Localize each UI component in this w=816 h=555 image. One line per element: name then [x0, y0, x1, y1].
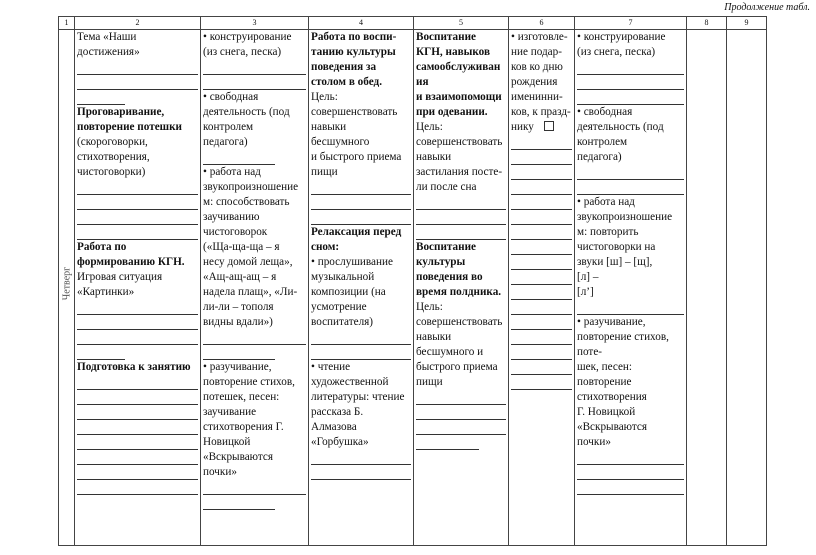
blank-line	[77, 315, 198, 330]
blank-line	[511, 195, 572, 210]
text-line: воспитателя)	[311, 316, 374, 328]
blank-line	[416, 210, 506, 225]
blank-line	[77, 300, 198, 315]
bullet-item: • свободная	[203, 90, 306, 105]
blank-line	[511, 210, 572, 225]
section-heading: поведения за	[311, 61, 377, 73]
blank-line	[203, 150, 275, 165]
section-heading: время полдника.	[416, 286, 502, 298]
text-line: почки»	[577, 436, 611, 448]
header-cell-6: 6	[509, 17, 575, 30]
text-line: навыки	[416, 331, 452, 343]
bullet-item: • работа над	[203, 165, 306, 180]
theme-line-b: достижения»	[77, 46, 140, 58]
text-line: совершенствовать	[416, 316, 503, 328]
blank-line	[577, 165, 684, 180]
blank-line	[416, 420, 506, 435]
blank-line	[77, 435, 198, 450]
text-line: «Ащ-ащ-ащ – я	[203, 271, 277, 283]
col3-cell	[201, 30, 309, 546]
text-line: видны вдали»)	[203, 316, 273, 328]
blank-line	[77, 60, 198, 75]
text-line: м: способствовать	[203, 196, 290, 208]
text-line: (скороговорки,	[77, 136, 148, 148]
text-line: композиции (на	[311, 286, 386, 298]
blank-line	[77, 90, 125, 105]
blank-line	[77, 480, 198, 495]
blank-line	[77, 195, 198, 210]
text-line: Новицкой	[203, 436, 251, 448]
bullet-item: • разучивание,	[203, 360, 306, 375]
text-line: Цель:	[416, 301, 443, 313]
text-line: деятельность (под	[203, 106, 290, 118]
text-line: усмотрение	[311, 301, 367, 313]
text-line: ли-ли – тополя	[203, 301, 274, 313]
blank-line	[203, 495, 275, 510]
section-heading: Работа по воспи-	[311, 31, 397, 43]
blank-line	[511, 180, 572, 195]
blank-line	[311, 330, 411, 345]
text-line: и быстрого приема	[311, 151, 402, 163]
blank-line	[511, 270, 572, 285]
text-line: [л] –	[577, 271, 599, 283]
section-heading: ия	[416, 76, 429, 88]
header-row	[59, 17, 767, 30]
text-line: быстрого приема	[416, 361, 498, 373]
text-line: ние подар-	[511, 46, 562, 58]
bullet-item: • конструирование	[203, 30, 306, 45]
content-row	[59, 30, 767, 546]
blank-line	[203, 345, 275, 360]
blank-line	[511, 135, 572, 150]
text-line-end: нику	[511, 121, 534, 133]
header-cell-7: 7	[575, 17, 687, 30]
blank-line	[77, 465, 198, 480]
text-line: потешек, песен:	[203, 391, 280, 403]
text-line: повторение	[577, 376, 632, 388]
section-heading: повторение потешки	[77, 121, 182, 133]
blank-line	[577, 180, 684, 195]
blank-line	[511, 255, 572, 270]
blank-line	[511, 240, 572, 255]
text-line: пищи	[311, 166, 338, 178]
checkbox-icon	[544, 121, 554, 131]
text-line: контролем	[577, 136, 628, 148]
table-continuation-caption: Продолжение табл.	[724, 2, 810, 13]
text-line: застилания посте-	[416, 166, 503, 178]
blank-line	[311, 465, 411, 480]
text-line: Игровая ситуация	[77, 271, 163, 283]
text-line: Цель:	[311, 91, 338, 103]
blank-line	[311, 345, 411, 360]
header-cell-2: 2	[75, 17, 201, 30]
blank-line	[77, 225, 198, 240]
bullet-item: • чтение	[311, 360, 411, 375]
blank-line	[77, 345, 125, 360]
col9-cell	[727, 30, 767, 546]
text-line: именинни-	[511, 91, 563, 103]
section-heading: формированию КГН.	[77, 256, 185, 268]
text-line: [л’]	[577, 286, 594, 298]
blank-line	[77, 390, 198, 405]
blank-line	[203, 75, 306, 90]
text-line: рождения	[511, 76, 558, 88]
text-line: навыки	[416, 151, 452, 163]
section-heading: при одевании.	[416, 106, 488, 118]
section-heading: культуры	[416, 256, 466, 268]
header-cell-1: 1	[59, 17, 75, 30]
text-line: почки»	[203, 466, 237, 478]
text-line: ли после сна	[416, 181, 477, 193]
blank-line	[416, 435, 479, 450]
text-line: шек, песен:	[577, 361, 633, 373]
text-line: поте-	[577, 346, 603, 358]
section-heading: сном:	[311, 241, 340, 253]
col2-cell	[75, 30, 201, 546]
blank-line	[77, 405, 198, 420]
plan-table	[58, 16, 767, 546]
section-heading: танию культуры	[311, 46, 396, 58]
header-cell-5: 5	[414, 17, 509, 30]
text-line: литературы: чтение	[311, 391, 405, 403]
bullet-item: • разучивание,	[577, 315, 684, 330]
col6-cell	[509, 30, 575, 546]
blank-line	[416, 390, 506, 405]
text-line: контролем	[203, 121, 254, 133]
text-line: Г. Новицкой	[577, 406, 636, 418]
blank-line	[511, 300, 572, 315]
day-cell	[59, 30, 75, 546]
text-line: «Вскрываются	[577, 421, 648, 433]
blank-line	[577, 75, 684, 90]
bullet-item: • свободная	[577, 105, 684, 120]
blank-line	[416, 405, 506, 420]
text-line: рассказа Б.	[311, 406, 364, 418]
text-line: ков, к празд-	[511, 106, 571, 118]
blank-line	[511, 360, 572, 375]
text-line: педагога)	[203, 136, 248, 148]
text-line: стихотворения,	[77, 151, 150, 163]
blank-line	[311, 195, 411, 210]
blank-line	[511, 225, 572, 240]
blank-line	[577, 300, 684, 315]
header-cell-8: 8	[687, 17, 727, 30]
blank-line	[511, 285, 572, 300]
text-line: (из снега, песка)	[203, 46, 282, 58]
blank-line	[77, 210, 198, 225]
text-line: повторение стихов,	[203, 376, 295, 388]
blank-line	[577, 450, 684, 465]
blank-line	[511, 375, 572, 390]
text-line: «Картинки»	[77, 286, 135, 298]
text-line: деятельность (под	[577, 121, 664, 133]
section-heading: КГН, навыков	[416, 46, 490, 58]
text-line: пищи	[416, 376, 443, 388]
text-line: повторение стихов,	[577, 331, 669, 343]
blank-line	[77, 75, 198, 90]
text-line: заучиванию	[203, 211, 260, 223]
day-label: Четверг	[61, 266, 72, 301]
col5-cell	[414, 30, 509, 546]
text-line: совершенствовать	[416, 136, 503, 148]
text-line: надела плащ», «Ли-	[203, 286, 298, 298]
text-line: «Вскрываются	[203, 451, 274, 463]
blank-line	[77, 330, 198, 345]
text-line: Алмазова	[311, 421, 357, 433]
blank-line	[416, 225, 506, 240]
section-heading: Подготовка к занятию	[77, 361, 191, 373]
bullet-item: • прослушивание	[311, 255, 411, 270]
blank-line	[311, 210, 411, 225]
text-line: заучивание	[203, 406, 257, 418]
blank-line	[311, 180, 411, 195]
bullet-item: • изготовле-	[511, 30, 572, 45]
text-line: Цель:	[416, 121, 443, 133]
col8-cell	[687, 30, 727, 546]
text-line: звуки [ш] – [щ],	[577, 256, 653, 268]
section-heading: самообслуживан	[416, 61, 501, 73]
bullet-item: • работа над	[577, 195, 684, 210]
header-cell-9: 9	[727, 17, 767, 30]
header-cell-4: 4	[309, 17, 414, 30]
blank-line	[511, 165, 572, 180]
text-line: чистоговорки)	[77, 166, 146, 178]
text-line: несу домой леща»,	[203, 256, 293, 268]
section-heading: Воспитание	[416, 241, 476, 253]
theme-line-a: Тема «Наши	[77, 31, 137, 43]
blank-line	[511, 345, 572, 360]
blank-line	[203, 330, 306, 345]
text-line: художественной	[311, 376, 389, 388]
blank-line	[203, 480, 306, 495]
text-line: навыки	[311, 121, 347, 133]
blank-line	[511, 330, 572, 345]
text-line: звукопроизношение	[203, 181, 299, 193]
blank-line	[311, 450, 411, 465]
header-cell-3: 3	[201, 17, 309, 30]
blank-line	[77, 180, 198, 195]
text-line: музыкальной	[311, 271, 375, 283]
text-line: чистоговорок	[203, 226, 268, 238]
blank-line	[416, 195, 506, 210]
blank-line	[203, 60, 306, 75]
text-line: ков ко дню	[511, 61, 563, 73]
text-line: («Ща-ща-ща – я	[203, 241, 280, 253]
text-line: бесшумного	[311, 136, 370, 148]
text-line: совершенствовать	[311, 106, 398, 118]
blank-line	[77, 375, 198, 390]
blank-line	[511, 315, 572, 330]
text-line: «Горбушка»	[311, 436, 369, 448]
section-heading: Проговаривание,	[77, 106, 165, 118]
section-heading: Работа по	[77, 241, 127, 253]
text-line: звукопроизношение	[577, 211, 673, 223]
col7-cell	[575, 30, 687, 546]
text-line: чистоговорки на	[577, 241, 656, 253]
blank-line	[577, 480, 684, 495]
bullet-item: • конструирование	[577, 30, 684, 45]
blank-line	[577, 465, 684, 480]
text-line: стихотворения	[577, 391, 647, 403]
text-line: стихотворения Г.	[203, 421, 284, 433]
blank-line	[577, 90, 684, 105]
text-line	[511, 120, 572, 135]
text-line: педагога)	[577, 151, 622, 163]
blank-line	[77, 420, 198, 435]
blank-line	[577, 60, 684, 75]
section-heading: столом в обед.	[311, 76, 382, 88]
blank-line	[511, 150, 572, 165]
col4-cell	[309, 30, 414, 546]
text-line: м: повторить	[577, 226, 639, 238]
section-heading: поведения во	[416, 271, 483, 283]
text-line: (из снега, песка)	[577, 46, 656, 58]
blank-line	[77, 450, 198, 465]
section-heading: Воспитание	[416, 31, 476, 43]
text-line: бесшумного и	[416, 346, 484, 358]
section-heading: и взаимопомощи	[416, 91, 502, 103]
section-heading: Релаксация перед	[311, 226, 402, 238]
